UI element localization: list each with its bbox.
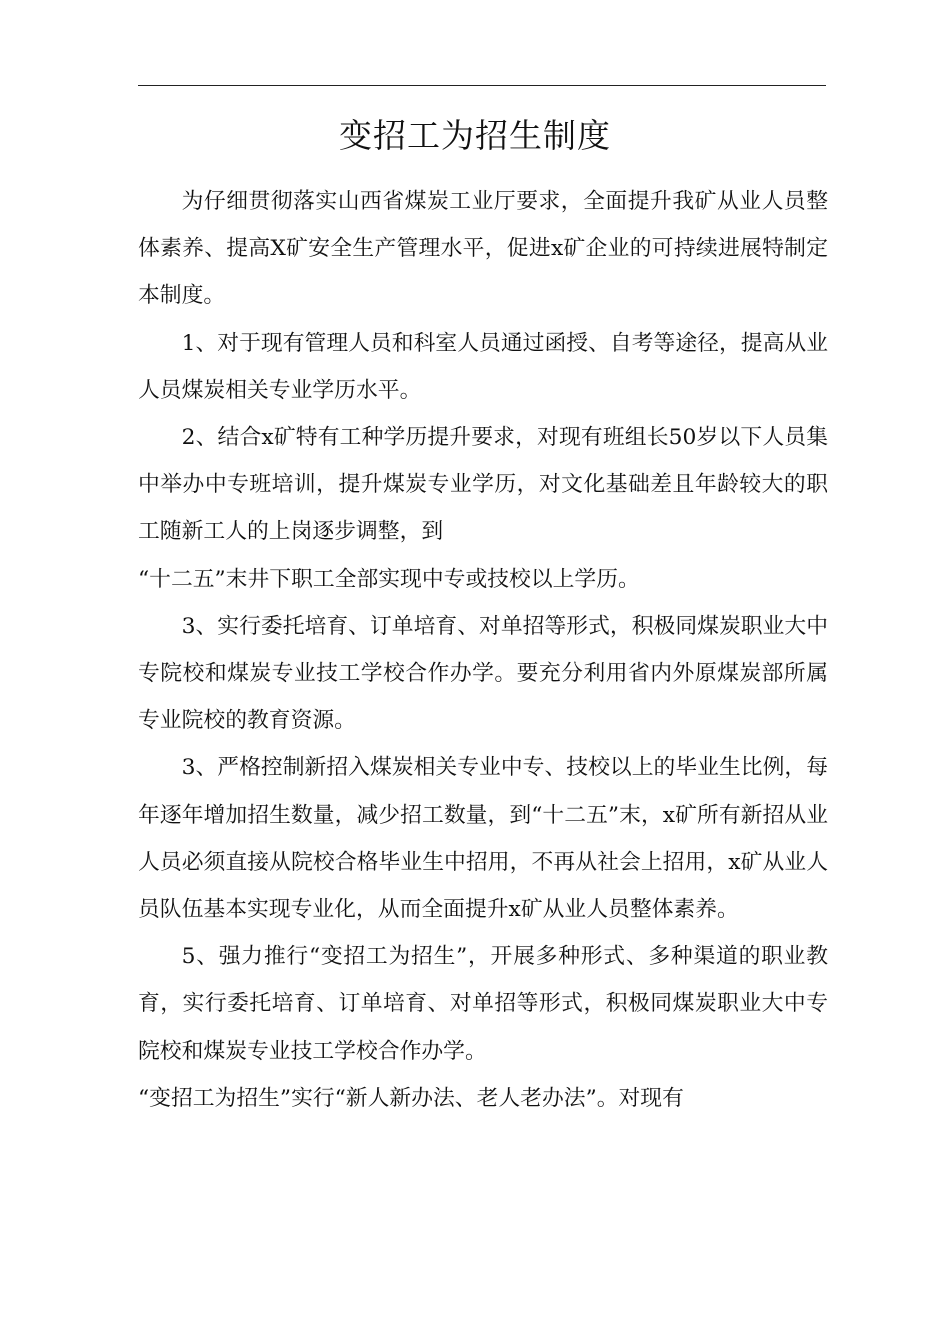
paragraph-item-3b: 3、严格控制新招入煤炭相关专业中专、技校以上的毕业生比例，每年逐年增加招生数量，减少招工数量，到“十二五”末，x矿所有新招从业人员必须直接从院校合格毕业生中招用，不再从社会上招用，x矿从业人员队伍基本实现专业化，从而全面提升x矿从业人员整体素养。 [138, 755, 828, 923]
paragraph-item-5: 5、强力推行“变招工为招生”，开展多种形式、多种渠道的职业教育，实行委托培育、订单培育、对单招等形式，积极同煤炭职业大中专院校和煤炭专业技工学校合作办学。 [138, 944, 828, 1064]
paragraph-intro: 为仔细贯彻落实山西省煤炭工业厅要求，全面提升我矿从业人员整体素养、提高X矿安全生产管理水平，促进x矿企业的可持续进展特制定本制度。 [138, 189, 828, 309]
header-rule [138, 85, 826, 86]
paragraph-item-1: 1、对于现有管理人员和科室人员通过函授、自考等途径，提高从业人员煤炭相关专业学历水平。 [138, 330, 828, 403]
document-body [138, 178, 828, 1122]
document-title: 变招工为招生制度 [339, 116, 611, 155]
paragraph-item-2-continued: “十二五”末井下职工全部实现中专或技校以上学历。 [138, 566, 640, 592]
paragraph-item-2: 2、结合x矿特有工种学历提升要求，对现有班组长50岁以下人员集中举办中专班培训，提升煤炭专业学历，对文化基础差且年龄较大的职工随新工人的上岗逐步调整，到 [138, 425, 828, 545]
paragraph-item-3a: 3、实行委托培育、订单培育、对单招等形式，积极同煤炭职业大中专院校和煤炭专业技工学校合作办学。要充分利用省内外原煤炭部所属专业院校的教育资源。 [138, 613, 828, 734]
paragraph-closing: “变招工为招生”实行“新人新办法、老人老办法”。对现有 [138, 1085, 684, 1111]
